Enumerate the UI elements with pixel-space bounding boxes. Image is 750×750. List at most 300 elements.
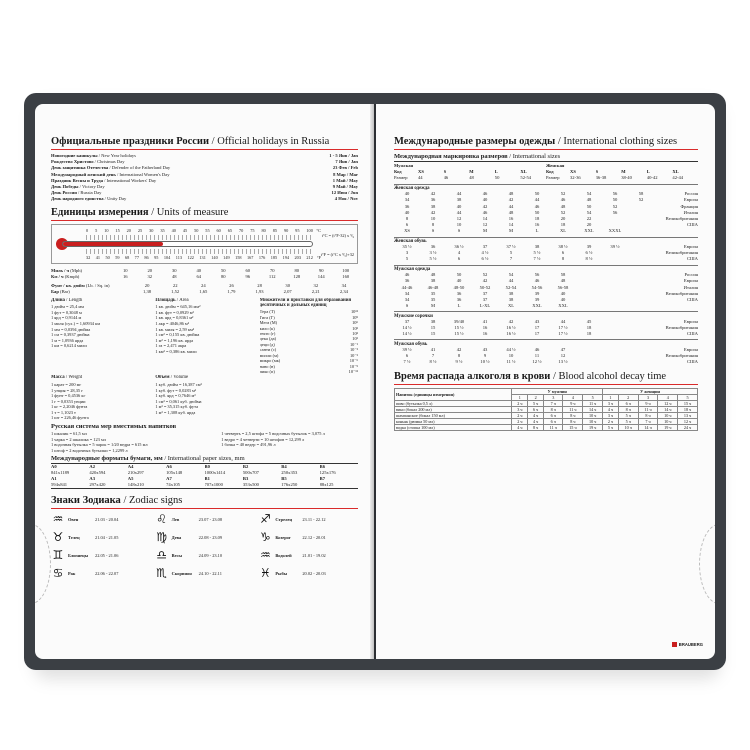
paper-size-cell: B2	[242, 464, 249, 470]
liquid-measure-line: 1 шкалик = 61,5 мл	[51, 431, 87, 437]
celsius-tick-label: 35	[160, 227, 165, 233]
size-cell: 40	[560, 290, 566, 296]
size-cell: 48	[560, 278, 566, 284]
size-cell: 48	[430, 272, 436, 278]
alcohol-number-cell: 4	[563, 394, 583, 400]
prefix-value: 10³	[352, 325, 358, 331]
page-curve-decoration	[35, 524, 51, 604]
zodiac-dates: 22.08 - 23.09	[198, 534, 223, 540]
size-cell: 48	[508, 191, 514, 197]
size-cell: Европа	[683, 278, 698, 284]
celsius-tick-marks	[86, 235, 313, 240]
liquid-measures-left	[51, 431, 215, 453]
column-title-ru: Площадь	[155, 297, 176, 303]
liquid-measure-line: 1 бочка = 40 ведер = 491,96 л	[221, 442, 276, 448]
alcohol-number-cell: 2	[618, 394, 638, 400]
alcohol-time-cell: 5 ч	[618, 412, 638, 418]
intl-header-men: Мужская	[394, 163, 414, 168]
size-cell: 46	[482, 209, 488, 215]
intl-size-cell: 40-42	[646, 175, 658, 181]
column-title-en: / Weight	[64, 375, 83, 381]
conversion-value: 1,79	[227, 288, 236, 294]
alcohol-time-cell: 6 ч	[544, 412, 563, 418]
celsius-tick-label: 70	[239, 227, 244, 233]
size-cell: США	[686, 296, 698, 302]
area-column	[155, 298, 253, 375]
size-cell: 42	[482, 203, 488, 209]
conversion-value: 20	[147, 267, 153, 273]
measure-line: 1 м = 1,0936 ярда	[51, 337, 84, 343]
fahrenheit-tick-label: 95	[154, 254, 159, 260]
size-cell: Европа	[683, 318, 698, 324]
size-cell: 41	[430, 346, 436, 352]
size-cell: Франция	[680, 203, 698, 209]
paper-size-cell: 1000x1414	[204, 470, 226, 476]
conversion-label	[51, 289, 113, 295]
size-cell: 9 ½	[455, 359, 463, 365]
liquid-measure-line: 1 ведро = 4 четверти = 10 штофов = 12,299 л	[221, 436, 305, 442]
alcohol-time-cell: 8 ч	[563, 418, 583, 424]
intl-sizes-title-ru: Международная маркировка размеров	[394, 153, 508, 160]
zodiac-name: Козерог	[275, 534, 291, 540]
size-cell: 54-56	[531, 284, 543, 290]
celsius-ticks	[86, 228, 313, 233]
fahrenheit-tick-label: 185	[270, 254, 278, 260]
size-cell: 48	[508, 209, 514, 215]
aquarius-icon: ♒	[259, 548, 271, 563]
zodiac-item	[51, 548, 151, 562]
size-cell: 11 ½	[506, 359, 516, 365]
size-group-title: Женская обувь	[394, 239, 427, 245]
fahrenheit-tick-label: 212	[306, 254, 313, 260]
prefix-name: кило (к)	[259, 325, 275, 331]
paper-size-cell: B5	[281, 476, 287, 482]
aquarius-icon: ♒	[52, 512, 64, 527]
size-cell: 40	[482, 197, 488, 203]
celsius-tick-label: 50	[194, 227, 199, 233]
alcohol-time-cell: 8 ч	[638, 412, 658, 418]
size-cell	[576, 303, 602, 309]
size-cell	[628, 303, 654, 309]
size-cell: M	[482, 228, 488, 234]
size-cell: 6	[405, 353, 409, 359]
conversion-value: 26	[229, 282, 234, 288]
fahrenheit-tick-label: 131	[199, 254, 206, 260]
alcohol-drink-name: шампанское (бокал 150 мл)	[395, 412, 512, 418]
size-cell: 5 ½	[429, 256, 437, 262]
zodiac-grid	[51, 512, 358, 580]
length-column	[51, 298, 149, 375]
holidays-list	[51, 153, 358, 203]
size-cell: 15 ½	[454, 331, 464, 337]
paper-size-cell: 125x176	[319, 470, 336, 476]
fahrenheit-tick-label: 158	[235, 254, 242, 260]
clothing-size-groups	[394, 184, 698, 366]
holidays-title	[51, 136, 358, 150]
prefixes-title: Множители и приставки для образования десятичных и дольных единиц	[259, 297, 352, 309]
alcohol-time-cell: 7 ч	[544, 400, 563, 406]
alcohol-time-cell: 8 ч	[563, 412, 583, 418]
measure-line: 1 м³ = 1,308 куб. ярда	[155, 409, 196, 415]
zodiac-title	[51, 495, 358, 509]
size-cell: 38	[508, 296, 514, 302]
measure-line: 1 см = 0,3937 дюйма	[51, 332, 90, 338]
size-cell: 42	[482, 278, 488, 284]
celsius-tick-label: 20	[126, 227, 131, 233]
measure-line: 1 унция = 28,35 г	[51, 387, 84, 393]
prefix-name: гекто (г)	[259, 331, 276, 337]
size-cell: 18	[560, 222, 566, 228]
size-cell	[628, 228, 654, 234]
celsius-tick-label: 75	[250, 227, 255, 233]
paper-size-cell: A6	[166, 464, 172, 470]
prefix-value: 10⁶	[352, 320, 358, 326]
size-cell: 20	[586, 222, 592, 228]
size-cell: 3 ½	[429, 250, 437, 256]
size-cell: 6	[561, 250, 565, 256]
size-cell	[602, 256, 628, 262]
zodiac-title-ru: Знаки Зодиака	[51, 495, 121, 507]
size-cell: 42	[508, 318, 514, 324]
paper-size-cell: 353x500	[242, 482, 259, 488]
size-cell: 35	[430, 296, 436, 302]
zodiac-name: Близнецы	[68, 552, 89, 558]
conversion-value: 2,07	[283, 288, 292, 294]
size-cell: 46	[534, 346, 540, 352]
zodiac-dates: 22.12 - 20.01	[302, 534, 326, 540]
size-cell: 44	[456, 191, 462, 197]
alcohol-time-cell: 10 ч	[583, 412, 603, 418]
size-cell: 35 ½	[402, 244, 412, 250]
size-cell: S	[431, 228, 435, 234]
conversion-value: 100	[342, 267, 350, 273]
column-title-ru: Длина	[51, 297, 65, 303]
size-cell: XXXL	[608, 228, 622, 234]
size-cell: M	[508, 228, 514, 234]
size-cell: 37	[404, 318, 410, 324]
size-cell: 16 ½	[506, 325, 516, 331]
size-cell	[576, 359, 602, 365]
zodiac-item	[51, 512, 151, 526]
size-cell: 14 ½	[402, 331, 412, 337]
size-group-title: Мужская обувь	[394, 341, 428, 347]
measure-line: 1 дюйм = 25,4 мм	[51, 304, 84, 310]
zodiac-dates: 23.07 - 23.08	[198, 516, 223, 522]
celsius-tick-label: 45	[182, 227, 188, 233]
paper-size-cell: A2	[89, 464, 95, 470]
alcohol-time-cell: 14 ч	[638, 424, 658, 430]
paper-size-cell: B3	[242, 476, 249, 482]
holiday-name-ru: Рождество Христово	[51, 159, 94, 165]
holiday-name-en: / International Women's Day	[115, 171, 170, 177]
intl-header-cell: Код	[546, 169, 554, 175]
alcohol-number-cell: 5	[583, 394, 603, 400]
size-cell: 14	[482, 215, 488, 221]
sagittarius-icon: ♐	[259, 512, 271, 527]
size-cell: 46	[404, 272, 410, 278]
size-cell: XXL	[558, 303, 568, 309]
units-title	[51, 207, 358, 221]
size-cell: 43	[534, 318, 540, 324]
prefix-value: 10¹²	[350, 309, 358, 315]
size-cell: Россия	[684, 272, 698, 278]
measure-line: 1 шт = 226,46 фунта	[51, 415, 89, 421]
alcohol-time-cell: 6 ч	[618, 400, 638, 406]
zodiac-item	[155, 548, 255, 562]
scorpio-icon: ♏	[156, 566, 168, 581]
measure-line: 1 фунт = 0,4536 кг	[51, 393, 86, 399]
fahrenheit-tick-label: 140	[211, 254, 218, 260]
alcohol-time-cell: 10 ч	[618, 424, 638, 430]
size-cell: 35	[430, 290, 436, 296]
virgo-icon: ♍	[156, 530, 168, 545]
alcohol-time-cell: 4 ч	[528, 412, 544, 418]
holiday-name-ru: День России	[51, 190, 77, 196]
size-cell: 50	[534, 209, 540, 215]
celsius-tick-label: 15	[115, 227, 120, 233]
size-cell: 52	[638, 197, 644, 203]
zodiac-dates: 24.09 - 23.10	[198, 552, 223, 558]
paper-size-cell: B6	[319, 464, 325, 470]
zodiac-dates: 21.04 - 21.05	[95, 534, 119, 540]
page-curve-decoration	[699, 524, 715, 604]
alcohol-women-header: У женщин	[603, 388, 698, 394]
size-cell: 16	[534, 222, 540, 228]
size-cell	[628, 359, 654, 365]
size-cell: 36	[404, 278, 410, 284]
size-cell: США	[686, 331, 698, 337]
holiday-date: 4 Ноя / Nov	[334, 196, 358, 202]
alcohol-time-cell: 9 ч	[638, 400, 658, 406]
measure-line: 1 км² = 0,386 кв. мили	[155, 348, 197, 354]
gemini-icon: ♊	[52, 548, 64, 563]
size-cell: 36 ½	[454, 244, 464, 250]
alcohol-time-cell: 2 ч	[603, 418, 619, 424]
conversion-label-en: (Kmph)	[63, 273, 80, 279]
capricorn-icon: ♑	[259, 530, 271, 545]
alcohol-title-en: / Blood alcohol decay time	[550, 370, 667, 382]
paper-size-cell: A0	[51, 464, 57, 470]
size-cell: 12	[456, 215, 462, 221]
size-cell: 7 ½	[533, 256, 541, 262]
speed-conversion-table	[51, 268, 358, 280]
intl-size-cell: 50	[494, 175, 500, 181]
size-cell: США	[686, 256, 698, 262]
intl-header-cell: L	[494, 169, 498, 175]
zodiac-dates: 21.01 - 19.02	[302, 552, 326, 558]
size-group-title: Мужская одежда	[394, 267, 431, 273]
size-cell: Россия	[684, 191, 698, 197]
fahrenheit-tick-label: 194	[282, 254, 290, 260]
measure-columns-1	[51, 298, 358, 375]
size-cell: 40	[404, 209, 410, 215]
measure-line: 1 куб. дюйм = 16,387 см³	[155, 381, 202, 387]
size-cell: Италия	[683, 284, 698, 290]
size-cell: Великобритания	[665, 325, 698, 331]
size-cell: 5 ½	[533, 250, 541, 256]
intl-size-cell: 46	[443, 175, 449, 181]
measure-line: 1 мм = 0,0394 дюйма	[51, 326, 91, 332]
size-cell: 10 ½	[480, 359, 490, 365]
size-cell: 56-58	[557, 284, 569, 290]
size-cell: 9	[483, 353, 487, 359]
size-cell: L	[535, 228, 539, 234]
size-cell: S	[457, 228, 461, 234]
prefix-name: деци (д)	[259, 341, 275, 347]
size-cell: S	[405, 303, 409, 309]
alcohol-number-cell: 3	[544, 394, 563, 400]
conversion-value: 20	[144, 282, 150, 288]
brand-logo-mark	[672, 642, 677, 647]
celsius-tick-label: 60	[216, 227, 221, 233]
size-cell: L-XL	[479, 303, 491, 309]
size-cell: 16 ½	[506, 331, 516, 337]
zodiac-name: Овен	[68, 516, 79, 522]
paper-size-cell: A4	[127, 464, 134, 470]
prefix-name: санти (с)	[259, 347, 277, 353]
measure-line: 1 ярд = 0,9144 м	[51, 315, 82, 321]
intl-header-cell: XL	[672, 169, 679, 175]
holiday-name-en: / New Year holidays	[97, 153, 136, 158]
measure-line: 1 кв. миля = 2,59 км²	[155, 326, 195, 332]
holiday-name-en: / Russia Day	[76, 190, 102, 196]
size-cell: 13 ½	[558, 359, 568, 365]
paper-size-cell: 105x148	[166, 470, 183, 476]
size-cell: 44	[456, 209, 462, 215]
conversion-value: 144	[317, 273, 325, 279]
size-cell: 42	[456, 346, 462, 352]
size-cell: 36	[430, 244, 436, 250]
conversion-value: 1,38	[143, 288, 152, 294]
size-cell: США	[686, 359, 698, 365]
column-title-ru: Объем	[155, 375, 170, 381]
size-cell: 8	[431, 222, 435, 228]
size-cell: Европа	[683, 244, 698, 250]
intl-header-cell: XL	[520, 169, 527, 175]
size-cell: 38	[430, 318, 436, 324]
alcohol-time-cell: 6 ч	[528, 406, 544, 412]
conversion-value: 24	[201, 282, 206, 288]
fahrenheit-tick-label: 41	[95, 254, 101, 260]
size-group-table	[394, 347, 698, 366]
conversion-value: 60	[245, 267, 251, 273]
size-cell: 42	[430, 191, 436, 197]
alcohol-men-header: У мужчин	[512, 388, 603, 394]
prefix-value: 10⁻¹	[349, 341, 358, 347]
clothing-title-en: / International clothing sizes	[555, 136, 678, 147]
divider	[394, 237, 698, 238]
alcohol-time-cell: 6 ч	[544, 418, 563, 424]
prefix-value: 10⁻²	[349, 347, 358, 353]
zodiac-name: Дева	[171, 534, 182, 540]
size-cell	[654, 228, 698, 234]
spacer	[113, 289, 133, 295]
size-cell: 50	[456, 272, 462, 278]
alcohol-time-cell: 11 ч	[563, 406, 583, 412]
intl-sizes-title	[394, 153, 698, 162]
zodiac-dates: 21.03 - 20.04	[95, 516, 119, 522]
size-cell: 3	[405, 250, 409, 256]
measure-line: 1 кв. дюйм = 645,16 мм²	[155, 304, 201, 310]
size-cell: Великобритания	[665, 215, 698, 221]
alcohol-time-cell: 24 ч	[678, 424, 698, 430]
intl-size-cell: 52-54	[520, 175, 532, 181]
size-cell: 20	[560, 215, 566, 221]
conversion-label-en: (Mph)	[69, 267, 83, 273]
thermometer-fill	[63, 242, 163, 246]
celsius-tick-label: 95	[295, 227, 300, 233]
conversion-value: 50	[220, 267, 226, 273]
paper-size-cell: 88x125	[319, 482, 334, 488]
size-cell: 36	[456, 296, 462, 302]
size-cell: 10	[430, 215, 436, 221]
zodiac-name: Телец	[68, 534, 80, 540]
conversion-value: 22	[172, 282, 178, 288]
conversion-value: 30	[171, 267, 177, 273]
size-cell: 46	[534, 278, 540, 284]
size-cell: 8 ½	[585, 256, 593, 262]
holiday-name-ru: Новогодние каникулы	[51, 153, 98, 158]
size-cell: 54	[508, 272, 514, 278]
size-cell: 6 ½	[585, 250, 593, 256]
size-cell: 37	[482, 296, 488, 302]
size-cell: XL	[559, 228, 567, 234]
holiday-row	[51, 196, 358, 202]
size-cell: 8	[405, 215, 409, 221]
fahrenheit-tick-marks	[86, 249, 313, 254]
paper-size-cell: 210x297	[127, 470, 144, 476]
intl-size-cell: 42-44	[672, 175, 684, 181]
alcohol-time-cell: 9 ч	[563, 400, 583, 406]
size-cell: 52	[482, 272, 488, 278]
zodiac-dates: 22.06 - 22.07	[95, 570, 119, 576]
alcohol-time-cell: 11 ч	[638, 406, 658, 412]
size-cell: 8	[457, 353, 461, 359]
size-cell: 38 ½	[558, 244, 568, 250]
intl-sizes-table	[394, 163, 698, 182]
alcohol-time-cell: 8 ч	[544, 406, 563, 412]
leo-icon: ♌	[156, 512, 168, 527]
clothing-title	[394, 136, 698, 150]
holiday-name-en: / Defender of the Fatherland Day	[108, 165, 171, 171]
alcohol-time-cell: 4 ч	[512, 424, 528, 430]
pressure-conversion-table	[51, 283, 358, 295]
size-cell: Великобритания	[665, 290, 698, 296]
size-cell: 39 ½	[402, 346, 412, 352]
thermometer-scale	[51, 224, 358, 264]
size-group-table	[394, 272, 698, 309]
size-cell: 42	[508, 197, 514, 203]
size-cell: 40	[456, 203, 462, 209]
measure-columns-2	[51, 375, 358, 421]
column-title-en: / Volume	[169, 375, 189, 381]
size-cell: 46	[534, 203, 540, 209]
size-cell: 12	[560, 353, 566, 359]
celsius-tick-label: 55	[205, 227, 210, 233]
column-title	[155, 375, 253, 381]
paper-size-cell: 707x1000	[204, 482, 223, 488]
size-cell: 6	[405, 222, 409, 228]
celsius-tick-label: 80	[261, 227, 266, 233]
size-cell: 56	[534, 272, 540, 278]
alcohol-drink-name: пиво (бутылка 0,5 л)	[395, 400, 512, 406]
size-cell: 44 ½	[506, 346, 516, 352]
paper-sizes-title-ru: Международные форматы бумаги, мм	[51, 455, 163, 463]
paper-size-cell: B4	[281, 464, 287, 470]
conversion-value: 10	[122, 267, 128, 273]
alcohol-number-cell: 1	[603, 394, 619, 400]
size-cell: 50	[534, 191, 540, 197]
